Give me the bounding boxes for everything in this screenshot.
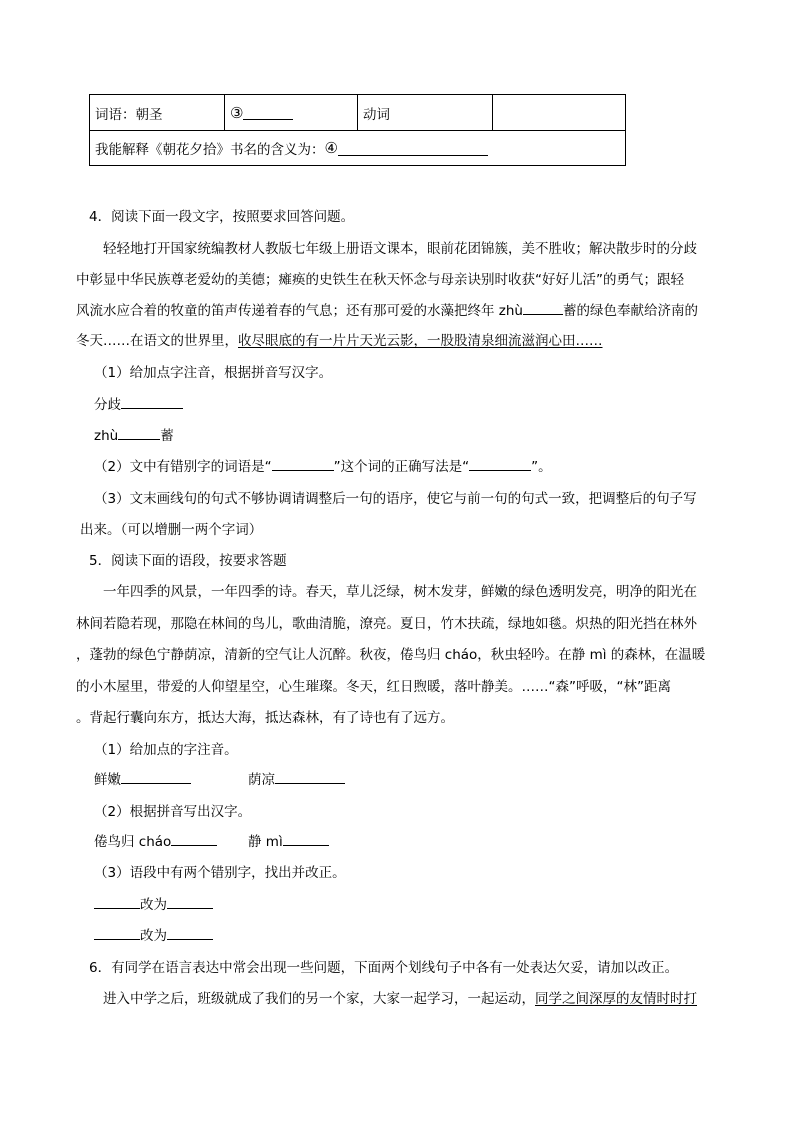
table-row	[90, 131, 625, 165]
text-span: 改为	[140, 928, 167, 944]
paragraph-line	[76, 329, 603, 349]
word-label: 荫凉	[248, 772, 275, 788]
paragraph-line: 一年四季的风景，一年四季的诗。春天，草儿泛绿，树木发芽，鲜嫩的绿色透明发亮，明净的阳光在	[103, 584, 697, 600]
answer-line	[248, 768, 345, 788]
answer-blank[interactable]	[121, 394, 183, 409]
answer-line	[94, 924, 213, 944]
circled-number: ③	[230, 103, 244, 122]
answer-blank[interactable]	[275, 769, 345, 784]
subquestion: （3）文末画线句的句式不够协调请调整后一句的语序，使它与前一句的句式一致，把调整后的句子写	[94, 491, 697, 507]
subquestion: （2）根据拼音写出汉字。	[94, 804, 252, 820]
subquestion	[94, 455, 552, 475]
answer-blank[interactable]	[171, 831, 217, 846]
question-5-title: 5．阅读下面的语段，按要求答题	[89, 553, 287, 569]
subquestion: （1）给加点字注音，根据拼音写汉字。	[94, 365, 333, 381]
subquestion: （3）语段中有两个错别字，找出并改正。	[94, 865, 346, 881]
text-span: 冬天……在语文的世界里，	[76, 333, 238, 349]
answer-blank[interactable]	[272, 456, 334, 471]
text-span: 改为	[140, 897, 167, 913]
answer-blank[interactable]	[167, 925, 213, 940]
word-label: 鲜嫩	[94, 772, 121, 788]
question-6-title: 6．有同学在语言表达中常会出现一些问题，下面两个划线句子中各有一处表达欠妥，请加以改正。	[89, 960, 679, 976]
table-cell-empty[interactable]	[493, 95, 625, 130]
answer-blank[interactable]	[121, 769, 191, 784]
subquestion: （1）给加点的字注音。	[94, 742, 238, 758]
vocab-table	[89, 94, 626, 166]
pinyin-label: zhù	[94, 428, 119, 444]
answer-line	[94, 830, 217, 850]
answer-line	[248, 830, 329, 850]
word-label: 静 mì	[248, 834, 283, 850]
text-span: （2）文中有错别字的词语是“	[94, 459, 272, 475]
word-label: 分歧	[94, 397, 121, 413]
answer-blank[interactable]	[94, 894, 140, 909]
answer-blank[interactable]	[243, 105, 293, 120]
table-cell: 动词	[358, 95, 493, 130]
table-cell: 词语：朝圣	[90, 95, 225, 130]
paragraph-line	[103, 987, 697, 1007]
paragraph-line: 林间若隐若现，那隐在林间的鸟儿，歌曲清脆，潦亮。夏日，竹木扶疏，绿地如毯。炽热的阳光挡在林外	[76, 616, 697, 632]
table-cell	[225, 95, 358, 130]
answer-line	[94, 393, 183, 413]
answer-blank[interactable]	[118, 425, 160, 440]
answer-line	[94, 424, 174, 444]
paragraph-line: ，蓬勃的绿色宁静荫凉，清新的空气让人沉醉。秋夜，倦鸟归 cháo，秋虫轻吟。在静 mì 的森林，在温暖	[76, 647, 706, 663]
underlined-sentence: 同学之间深厚的友情时时打	[535, 991, 697, 1007]
answer-blank[interactable]	[283, 831, 329, 846]
answer-blank[interactable]	[338, 141, 488, 156]
paragraph-line: 中彰显中华民族尊老爱幼的美德；瘫痪的史铁生在秋天怀念与母亲诀别时收获“好好儿活”的勇气；跟轻	[76, 272, 684, 288]
underlined-sentence: 收尽眼底的有一片片天光云影，一股股清泉细流滋润心田……	[238, 333, 603, 349]
word-label: 倦鸟归 cháo	[94, 834, 172, 850]
table-cell	[95, 131, 488, 165]
answer-line	[94, 893, 213, 913]
paragraph-line	[76, 299, 698, 319]
paragraph-line: 的小木屋里，带爱的人仰望星空，心生璀璨。冬天，红日煦暖，落叶静美。……“森”呼吸，“林”距离	[76, 679, 671, 695]
paragraph-line: 。背起行囊向东方，抵达大海，抵达森林，有了诗也有了远方。	[76, 710, 454, 726]
text-span: ”。	[531, 459, 552, 475]
explain-label: 我能解释《朝花夕拾》书名的含义为：	[95, 142, 325, 158]
text-span: 蓄的绿色奉献给济南的	[563, 303, 698, 319]
question-4-title: 4．阅读下面一段文字，按照要求回答问题。	[89, 209, 355, 225]
answer-blank[interactable]	[167, 894, 213, 909]
circled-number: ④	[324, 139, 338, 157]
subquestion: 出来。（可以增删一两个字词）	[80, 522, 263, 538]
paragraph-line: 轻轻地打开国家统编教材人教版七年级上册语文课本，眼前花团锦簇，美不胜收；解决散步时的分歧	[103, 241, 697, 257]
table-row	[90, 95, 625, 131]
answer-blank[interactable]	[523, 300, 563, 315]
text-span: 进入中学之后，班级就成了我们的另一个家，大家一起学习，一起运动，	[103, 991, 535, 1007]
answer-blank[interactable]	[94, 925, 140, 940]
word-label: 蓄	[160, 428, 174, 444]
text-span: ”这个词的正确写法是“	[333, 459, 470, 475]
answer-line	[94, 768, 191, 788]
answer-blank[interactable]	[469, 456, 531, 471]
text-span: 风流水应合着的牧童的笛声传递着春的气息；还有那可爱的水藻把终年 zhù	[76, 303, 523, 319]
